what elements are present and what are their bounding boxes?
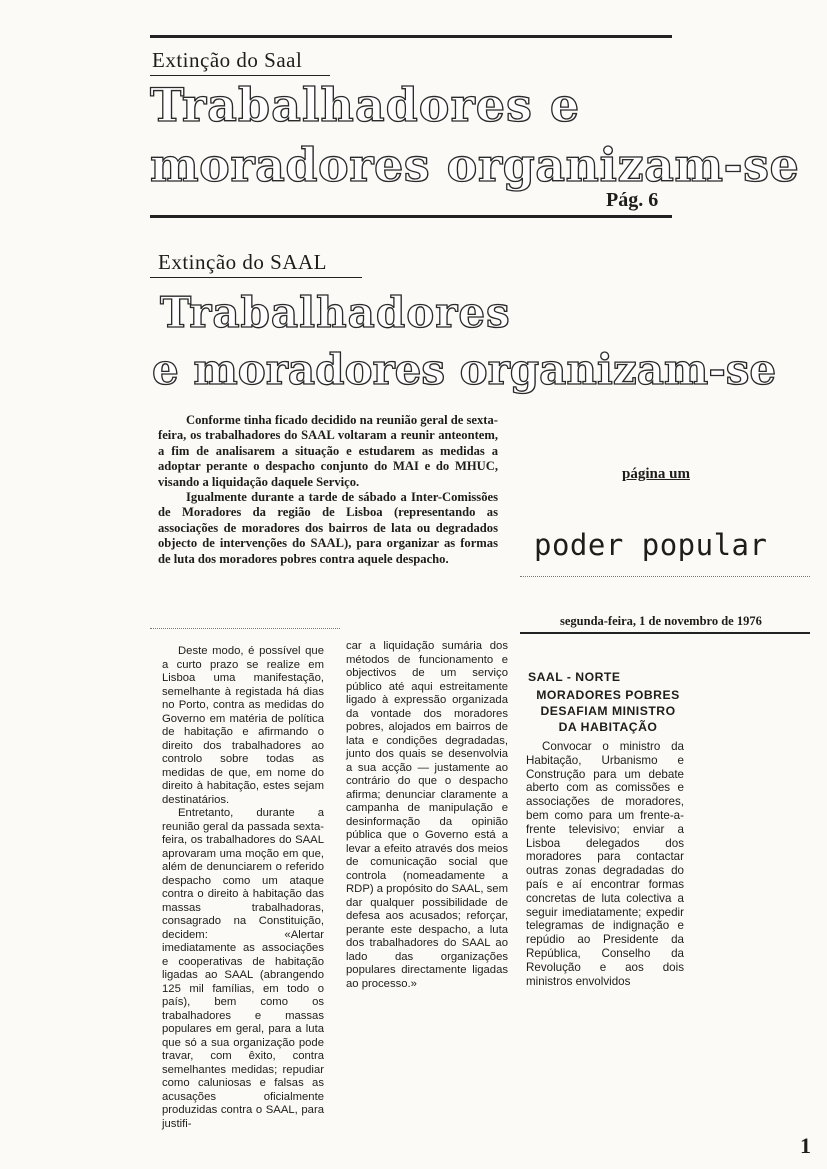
clip3-section-label: SAAL - NORTE xyxy=(528,670,621,684)
top-rule xyxy=(150,35,672,38)
clip1-kicker-rule xyxy=(150,75,330,76)
clip3-headline-line: DA HABITAÇÃO xyxy=(558,720,658,734)
column-paragraph: Deste modo, é possível que a curto prazo se realize em Lisboa uma manifestação, semelhante à registada há dias no Porto, contra as medidas do Governo em matéria de política de habitação e afirmando o direito dos trabalhadores ao controlo sobre todas as medidas de que, em nome do direito à habitação, estes sejam destinatários. xyxy=(162,645,324,806)
column-paragraph: Convocar o ministro da Habitação, Urbanismo e Construção para um debate aberto com as comissões e associações de moradores, bem como para um frente-a-frente televisivo; enviar a Lisboa delegados dos moradores para contactar outras zonas degradadas do país e aí encontrar formas concretas de luta colectiva a seguir imediatamente; expedir telegramas de indignação e repúdio ao Presidente da República, Conselho da Revolução e aos dois ministros envolvidos xyxy=(526,740,684,988)
clip1-kicker: Extinção do Saal xyxy=(152,48,303,72)
clip2-lead xyxy=(158,413,498,567)
clip3-headline-line: DESAFIAM MINISTRO xyxy=(540,704,676,718)
clip-edge xyxy=(520,576,810,577)
lead-paragraph: Igualmente durante a tarde de sábado a Inter-Comissões de Moradores da região de Lisboa (representando as associações de moradores dos bairros de lata ou degradados objecto de intervenções do SAAL), para organizar as formas de luta dos moradores pobres contra aquele despacho. xyxy=(158,490,498,566)
column-paragraph: car a liquidação sumária dos métodos de funcionamento e objectivos de um serviço público até aqui estreitamente ligado à expressão organizada da vontade dos moradores pobres, alojados em bairros de lata e condições degradadas, junto dos quais se desenvolvia a sua acção — justamente ao contrário do que o despacho afirma; denunciar claramente a campanha de manipulação e desinformação da opinião pública que o Governo está a levar a efeito através dos meios de comunicação social que controla (nomeadamente a RDP) a propósito do SAAL, sem dar qualquer possibilidade de defesa aos acusados; reforçar, perante este despacho, a luta dos trabalhadores do SAAL ao lado das organizações populares directamente ligadas ao processo.» xyxy=(346,640,508,990)
clip1-bottom-rule xyxy=(150,215,672,218)
clip2-column-1 xyxy=(162,645,324,1131)
clip3-headline-line: MORADORES POBRES xyxy=(536,688,680,702)
clip-edge xyxy=(150,628,340,629)
clip2-kicker-rule xyxy=(150,277,362,278)
clip1-headline-line1: Trabalhadores e xyxy=(150,78,581,132)
clip3-body xyxy=(526,740,684,988)
clip2-column-2 xyxy=(346,640,508,991)
clip3-pagina-label: página um xyxy=(622,466,690,482)
clip2-headline-line2: e moradores organizam-se xyxy=(152,345,777,394)
clip2-kicker: Extinção do SAAL xyxy=(158,250,327,274)
clip1-page-ref: Pág. 6 xyxy=(606,189,659,211)
clip3-dateline: segunda-feira, 1 de novembro de 1976 xyxy=(560,614,762,628)
clip1-headline-line2: moradores organizam-se xyxy=(150,138,800,192)
clip2-headline-line1: Trabalhadores xyxy=(160,288,511,337)
column-paragraph: Entretanto, durante a reunião geral da passada sexta-feira, os trabalhadores do SAAL aprovaram uma moção em que, além de denunciarem o referido despacho como um ataque contra o direito à habitação das massas trabalhadoras, consagrado na Constituição, decidem: «Alertar imediatamente as associações e cooperativas de habitação ligadas ao SAAL (abrangendo 125 mil famílias, em todo o país), bem como os trabalhadores e massas populares em geral, para a luta que só a sua organização pode travar, com êxito, contra semelhantes medidas; repudiar como caluniosas e falsas as acusações oficialmente produzidas contra o SAAL, para justifi- xyxy=(162,807,324,1130)
clip3-date-rule xyxy=(520,632,810,634)
clip3-masthead: poder popular xyxy=(534,528,768,562)
lead-paragraph: Conforme tinha ficado decidido na reunião geral de sexta-feira, os trabalhadores do SAAL voltaram a reunir anteontem, a fim de analisarem a situação e estudarem as medidas a adoptar perante o despacho conjunto do MAI e do MHUC, visando a liquidação daquele Serviço. xyxy=(158,413,498,489)
page-number: 1 xyxy=(800,1133,811,1158)
